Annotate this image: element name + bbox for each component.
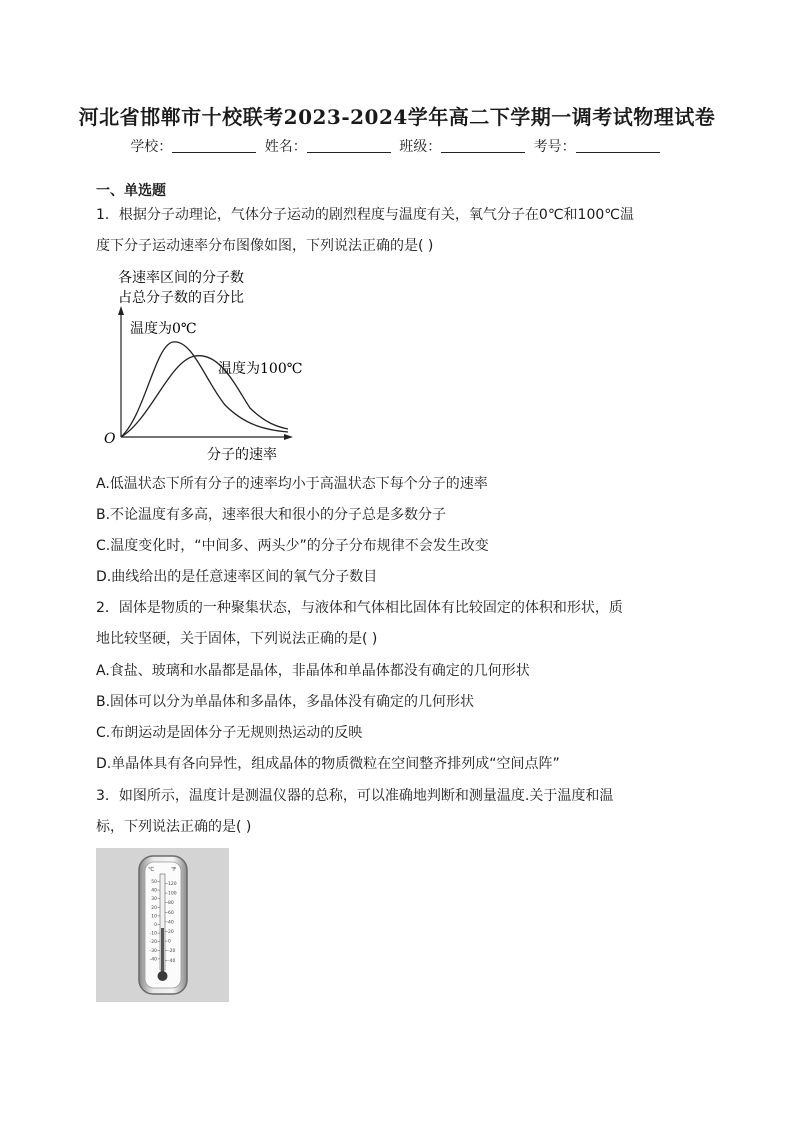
q3-stem-line1: 3．如图所示，温度计是测温仪器的总称，可以准确地判断和测量温度.关于温度和温 bbox=[96, 788, 614, 804]
q2-option-b: B.固体可以分为单晶体和多晶体，多晶体没有确定的几何形状 bbox=[96, 694, 475, 710]
curve-0c-label: 温度为0℃ bbox=[130, 321, 197, 337]
celsius-tick-label: 0 bbox=[154, 923, 157, 928]
q2-option-d: D.单晶体具有各向异性，组成晶体的物质微粒在空间整齐排列成“空间点阵” bbox=[96, 756, 560, 772]
name-label: 姓名： bbox=[264, 139, 307, 155]
q1-option-a: A.低温状态下所有分子的速率均小于高温状态下每个分子的速率 bbox=[96, 476, 488, 492]
celsius-tick-label: -40 bbox=[149, 957, 157, 963]
student-info-line bbox=[0, 136, 794, 156]
fahrenheit-tick-label: 80 bbox=[168, 901, 174, 907]
q3-stem-line2: 标，下列说法正确的是( ) bbox=[96, 819, 252, 835]
figure-ylabel-line1: 各速率区间的分子数 bbox=[118, 270, 244, 286]
curve-100c-label: 温度为100℃ bbox=[218, 361, 303, 377]
fahrenheit-tick-label: 100 bbox=[168, 891, 177, 897]
celsius-tick-label: 20 bbox=[151, 905, 157, 911]
thermometer-image bbox=[96, 848, 229, 1002]
q1-option-d: D.曲线给出的是任意速率区间的氧气分子数目 bbox=[96, 569, 378, 585]
q2-stem-line2: 地比较坚硬，关于固体，下列说法正确的是( ) bbox=[96, 631, 378, 647]
fahrenheit-tick-label: 60 bbox=[168, 910, 174, 916]
fahrenheit-tick-label: 20 bbox=[168, 930, 174, 935]
q2-stem-line1: 2．固体是物质的一种聚集状态，与液体和气体相比固体有比较固定的体积和形状，质 bbox=[96, 600, 623, 616]
school-label: 学校： bbox=[130, 139, 173, 155]
q2-option-a: A.食盐、玻璃和水晶都是晶体，非晶体和单晶体都没有确定的几何形状 bbox=[96, 663, 530, 679]
exam-title: 河北省邯郸市十校联考2023-2024学年高二下学期一调考试物理试卷 bbox=[78, 105, 716, 129]
q1-stem-line2: 度下分子运动速率分布图像如图，下列说法正确的是( ) bbox=[96, 238, 434, 254]
speed-distribution-figure bbox=[100, 265, 320, 465]
fahrenheit-tick-label: 40 bbox=[168, 920, 174, 926]
celsius-tick-label: 30 bbox=[151, 897, 157, 903]
exam-number-blank[interactable] bbox=[576, 138, 660, 153]
name-blank[interactable] bbox=[307, 138, 391, 153]
y-axis-arrow bbox=[118, 306, 124, 315]
school-blank[interactable] bbox=[172, 138, 256, 153]
fahrenheit-tick-label: -20 bbox=[168, 949, 176, 955]
origin-label: O bbox=[104, 431, 116, 447]
thermometer-bulb bbox=[158, 971, 168, 981]
fahrenheit-tick-label: -40 bbox=[168, 958, 176, 964]
fahrenheit-tick-label: 0 bbox=[168, 939, 171, 945]
figure-xlabel: 分子的速率 bbox=[207, 447, 277, 463]
q2-option-c: C.布朗运动是固体分子无规则热运动的反映 bbox=[96, 725, 363, 741]
thermometer-svg bbox=[96, 848, 229, 1002]
celsius-tick-label: 10 bbox=[151, 914, 157, 920]
q1-option-b: B.不论温度有多高，速率很大和很小的分子总是多数分子 bbox=[96, 507, 447, 523]
fahrenheit-unit: ℉ bbox=[171, 867, 177, 873]
section-heading: 一、单选题 bbox=[96, 183, 166, 199]
class-label: 班级： bbox=[399, 139, 442, 155]
celsius-tick-label: 50 bbox=[151, 880, 157, 885]
q1-option-c: C.温度变化时，“中间多、两头少”的分子分布规律不会发生改变 bbox=[96, 538, 489, 554]
q1-stem-line1: 1．根据分子动理论，气体分子运动的剧烈程度与温度有关，氧气分子在0℃和100℃温 bbox=[96, 207, 634, 223]
celsius-unit: ℃ bbox=[148, 867, 155, 873]
fahrenheit-tick-label: 120 bbox=[168, 882, 177, 887]
figure-ylabel-line2: 占总分子数的百分比 bbox=[118, 290, 244, 306]
celsius-tick-label: -10 bbox=[149, 931, 157, 937]
celsius-tick-label: -20 bbox=[149, 940, 157, 946]
class-blank[interactable] bbox=[441, 138, 525, 153]
x-axis-arrow bbox=[284, 434, 293, 440]
celsius-tick-label: 40 bbox=[151, 888, 157, 894]
celsius-tick-label: -30 bbox=[149, 948, 157, 954]
thermometer-liquid bbox=[161, 928, 164, 972]
exam-number-label: 考号： bbox=[533, 139, 576, 155]
